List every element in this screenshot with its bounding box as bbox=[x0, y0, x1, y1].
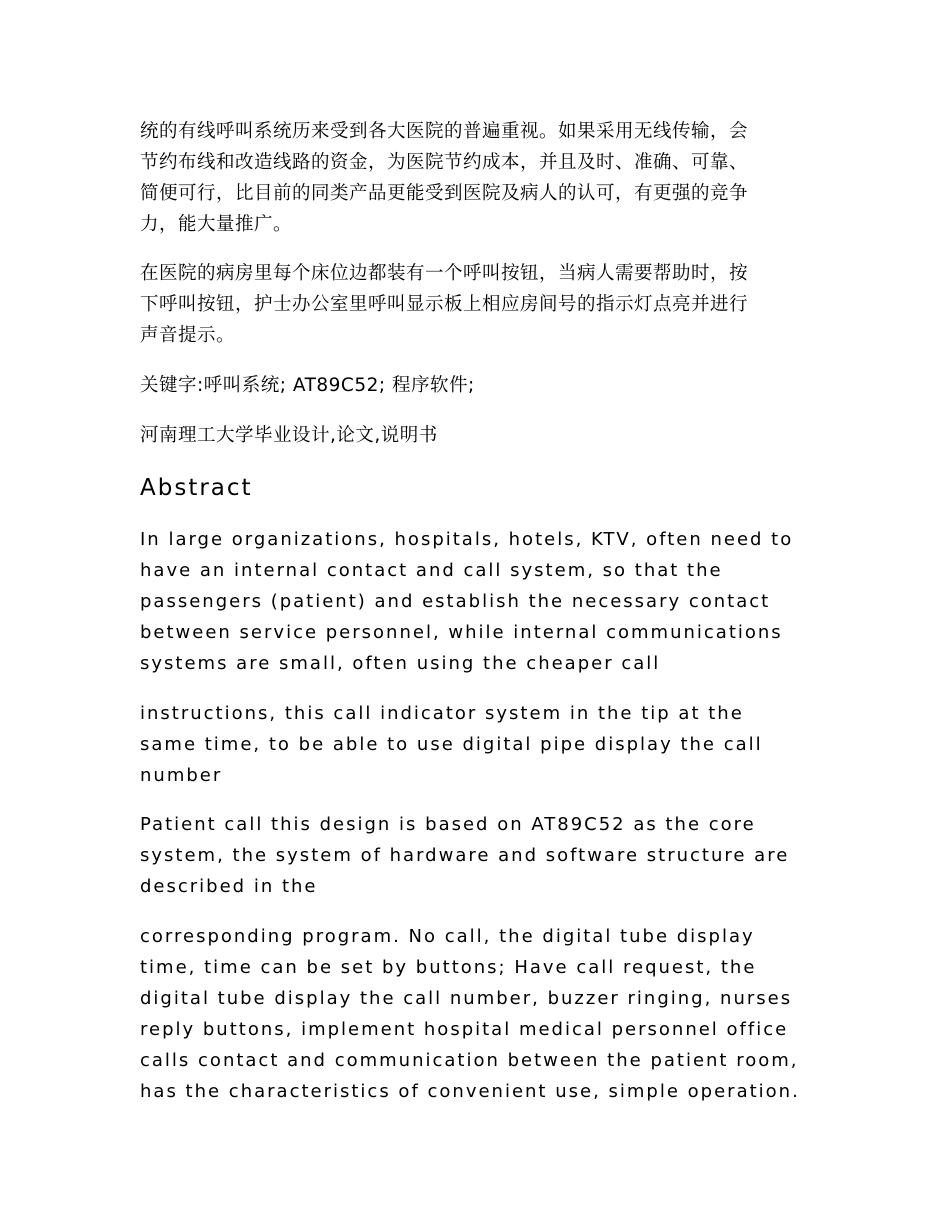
text-line: same time, to be able to use digital pipe display the call bbox=[140, 734, 763, 755]
text-line: number bbox=[140, 765, 223, 786]
text-line: 下呼叫按钮，护士办公室里呼叫显示板上相应房间号的指示灯点亮并进行 bbox=[140, 294, 749, 315]
text-line: systems are small, often using the cheaper call bbox=[140, 653, 661, 674]
text-line: calls contact and communication between the patient room, bbox=[140, 1050, 799, 1071]
text-line: 声音提示。 bbox=[140, 325, 236, 346]
chinese-paragraph bbox=[140, 116, 748, 240]
text-line: digital tube display the call number, buzzer ringing, nurses bbox=[140, 988, 793, 1009]
text-line: In large organizations, hospitals, hotels, KTV, often need to bbox=[140, 529, 794, 550]
text-line: reply buttons, implement hospital medical personnel office bbox=[140, 1019, 789, 1040]
text-line: Patient call this design is based on AT89C52 as the core bbox=[140, 814, 756, 835]
keywords-line bbox=[140, 370, 475, 401]
english-paragraph bbox=[140, 698, 763, 791]
text-line: time, time can be set by buttons; Have call request, the bbox=[140, 957, 757, 978]
text-line: 力，能大量推广。 bbox=[140, 214, 293, 235]
text-line: 节约布线和改造线路的资金，为医院节约成本，并且及时、准确、可靠、 bbox=[140, 152, 749, 173]
text-line: passengers (patient) and establish the necessary contact bbox=[140, 591, 771, 612]
english-paragraph bbox=[140, 921, 800, 1107]
text-line: system, the system of hardware and software structure are bbox=[140, 845, 790, 866]
school-line bbox=[140, 420, 438, 451]
text-line: instructions, this call indicator system in the tip at the bbox=[140, 703, 744, 724]
text-line: 在医院的病房里每个床位边都装有一个呼叫按钮，当病人需要帮助时，按 bbox=[140, 263, 749, 284]
english-paragraph bbox=[140, 524, 793, 679]
text-line: 简便可行，比目前的同类产品更能受到医院及病人的认可，有更强的竞争 bbox=[140, 183, 749, 204]
text-line: described in the bbox=[140, 876, 318, 897]
english-paragraph bbox=[140, 809, 789, 902]
abstract-heading: Abstract bbox=[140, 475, 253, 501]
text-line: between service personnel, while internal communications bbox=[140, 622, 783, 643]
text-line: have an internal contact and call system, so that the bbox=[140, 560, 723, 581]
text-line: has the characteristics of convenient use, simple operation. bbox=[140, 1081, 800, 1102]
chinese-paragraph bbox=[140, 258, 748, 351]
text-line: 河南理工大学毕业设计,论文,说明书 bbox=[140, 425, 438, 446]
text-line: corresponding program. No call, the digital tube display bbox=[140, 926, 755, 947]
text-line: 统的有线呼叫系统历来受到各大医院的普遍重视。如果采用无线传输，会 bbox=[140, 121, 749, 142]
text-line: 关键字:呼叫系统; AT89C52; 程序软件; bbox=[140, 375, 475, 396]
